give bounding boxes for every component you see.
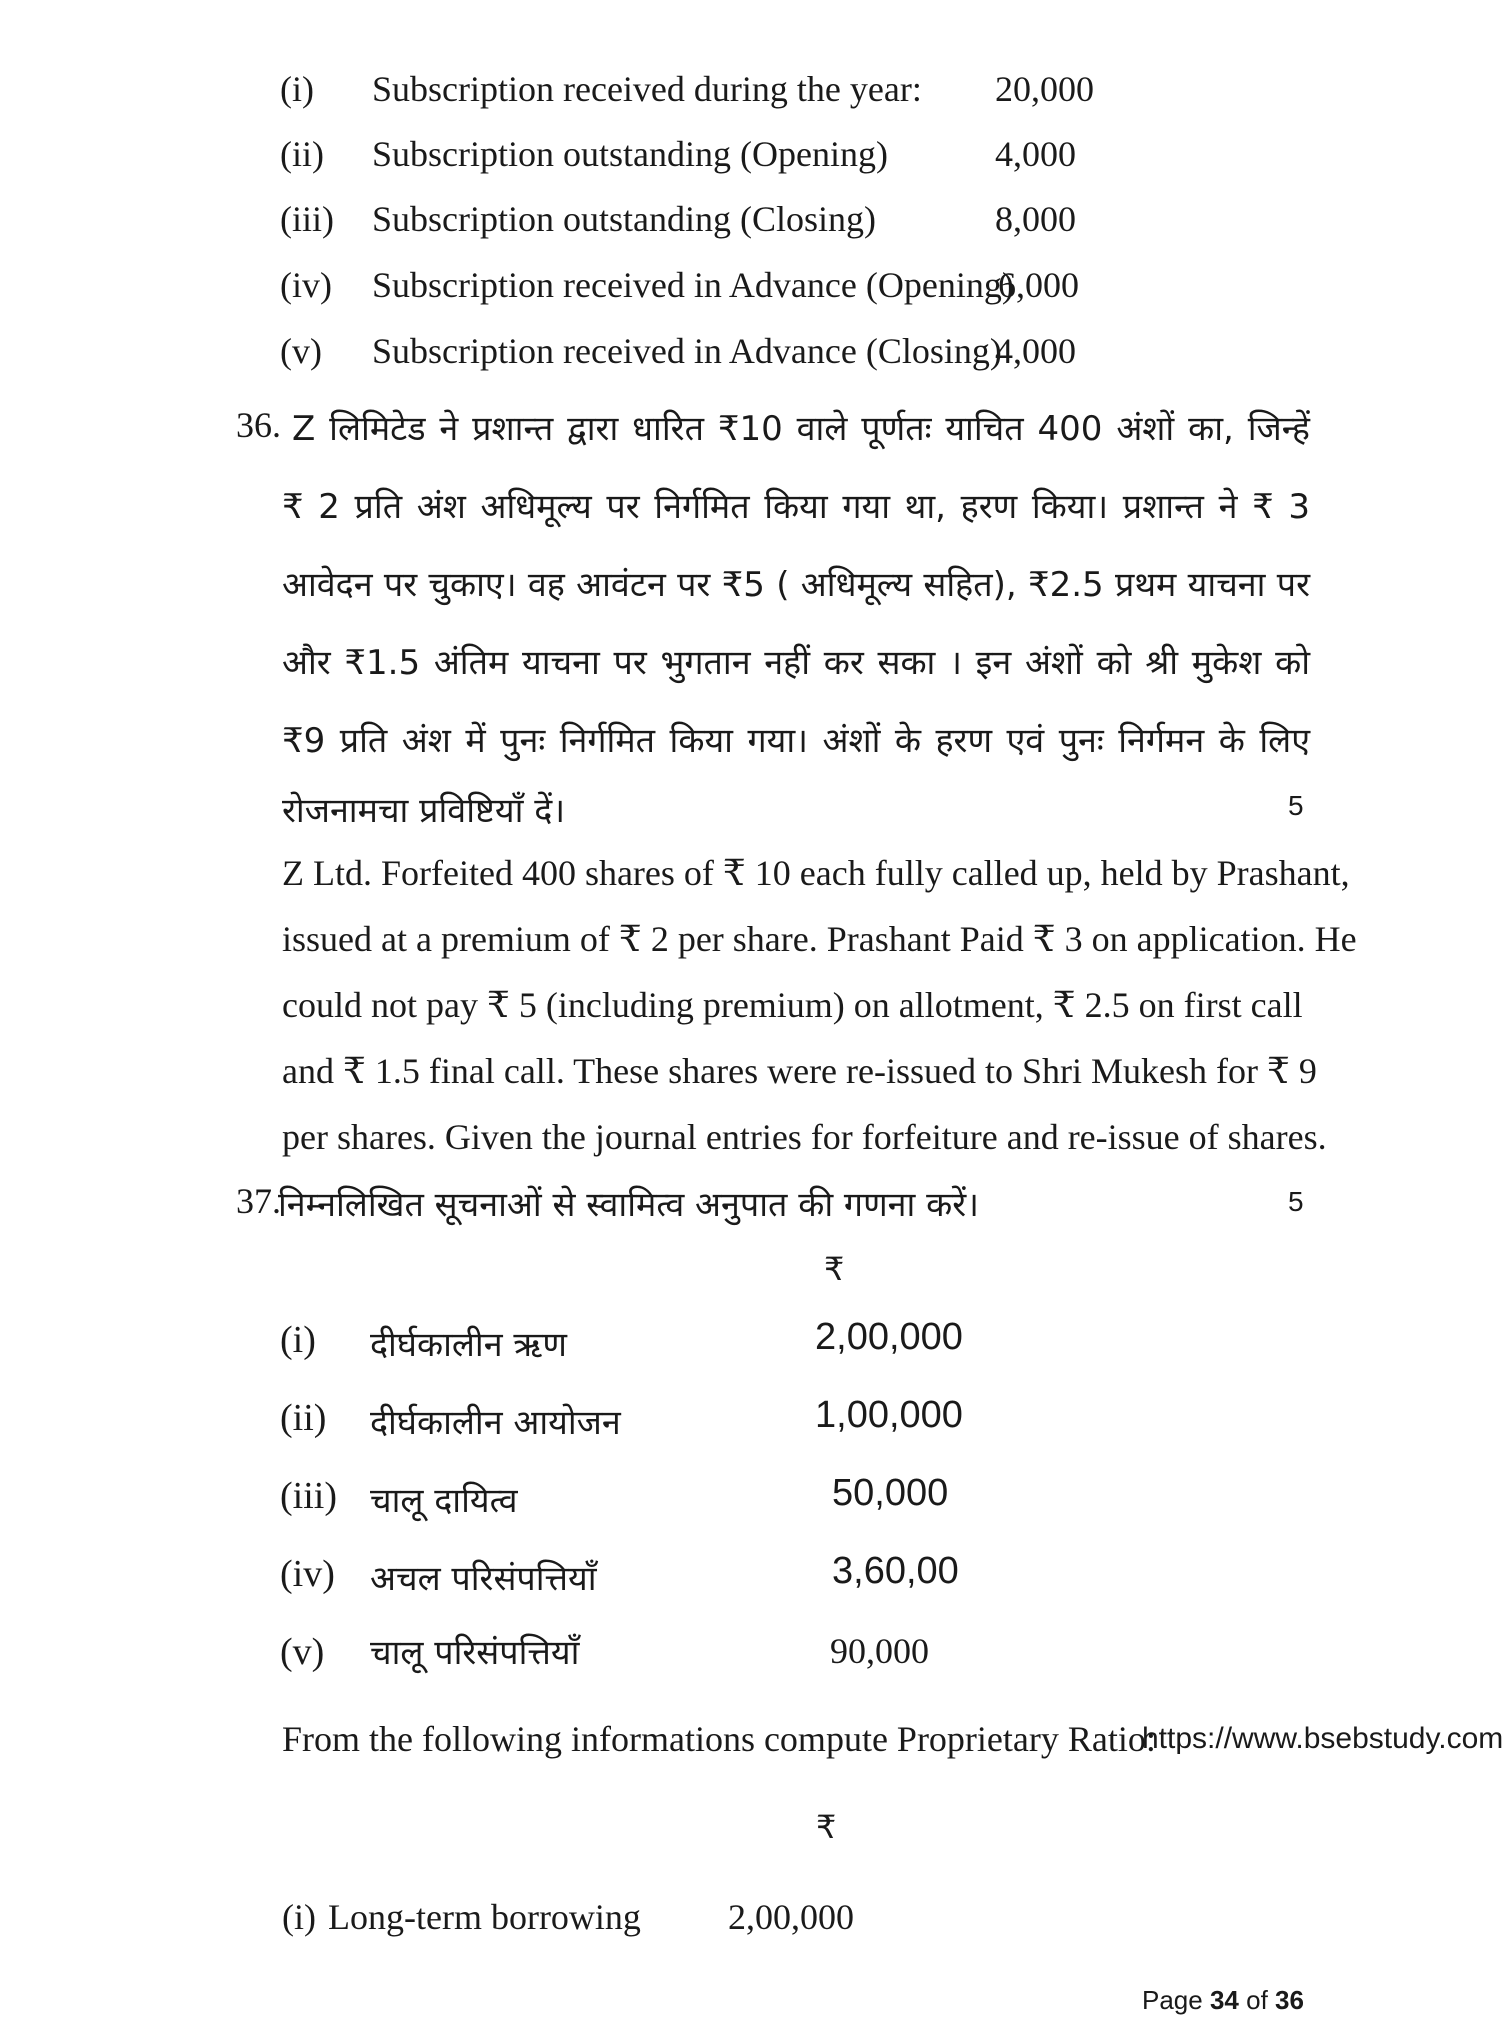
list-label: Subscription received in Advance (Opening) bbox=[372, 265, 1014, 305]
question-title-english: From the following informations compute Proprietary Ratio: bbox=[282, 1719, 1156, 1759]
item-number: (i) bbox=[280, 1319, 316, 1361]
english-text-line: could not pay ₹ 5 (including premium) on allotment, ₹ 2.5 on first call bbox=[282, 985, 1303, 1025]
page-prefix: Page bbox=[1142, 1985, 1203, 2015]
list-number: (ii) bbox=[280, 134, 324, 174]
list-number: (iii) bbox=[280, 199, 334, 239]
item-label-hindi: अचल परिसंपत्तियाँ bbox=[370, 1559, 597, 1599]
item-label-hindi: चालू परिसंपत्तियाँ bbox=[370, 1633, 580, 1673]
list-value: 8,000 bbox=[995, 199, 1076, 239]
item-number: (ii) bbox=[280, 1397, 327, 1439]
question-number: 36. bbox=[236, 405, 281, 445]
list-label: Subscription outstanding (Opening) bbox=[372, 134, 888, 174]
list-label: Subscription received in Advance (Closing) bbox=[372, 331, 1002, 371]
item-number: (iv) bbox=[280, 1553, 335, 1595]
page-indicator bbox=[1142, 1985, 1304, 2016]
hindi-text-line: Z लिमिटेड ने प्रशान्त द्वारा धारित ₹10 वाले पूर्णतः याचित 400 अंशों का, जिन्हें bbox=[292, 409, 1310, 449]
list-number: (i) bbox=[280, 69, 314, 109]
item-label-hindi: दीर्घकालीन ऋण bbox=[370, 1325, 567, 1365]
hindi-text-line: और ₹1.5 अंतिम याचना पर भुगतान नहीं कर सका । इन अंशों को श्री मुकेश को bbox=[282, 643, 1310, 683]
list-label: Subscription outstanding (Closing) bbox=[372, 199, 876, 239]
english-text-line: per shares. Given the journal entries for forfeiture and re-issue of shares. bbox=[282, 1117, 1327, 1157]
rupee-symbol: ₹ bbox=[816, 1809, 837, 1845]
page-current: 34 bbox=[1209, 1985, 1239, 2015]
item-label-hindi: दीर्घकालीन आयोजन bbox=[370, 1403, 621, 1443]
marks: 5 bbox=[1288, 1186, 1304, 1217]
item-value: 3,60,00 bbox=[832, 1550, 959, 1592]
hindi-text-line: रोजनामचा प्रविष्टियाँ दें। bbox=[282, 791, 566, 831]
watermark-url: https://www.bsebstudy.com bbox=[1142, 1722, 1504, 1755]
hindi-text-line: आवेदन पर चुकाए। वह आवंटन पर ₹5 ( अधिमूल्य सहित), ₹2.5 प्रथम याचना पर bbox=[282, 565, 1310, 605]
list-number: (v) bbox=[280, 331, 322, 371]
item-number: (v) bbox=[280, 1631, 325, 1673]
english-text-line: and ₹ 1.5 final call. These shares were re-issued to Shri Mukesh for ₹ 9 bbox=[282, 1051, 1317, 1091]
list-number: (iv) bbox=[280, 265, 332, 305]
question-title-hindi: निम्नलिखित सूचनाओं से स्वामित्व अनुपात की गणना करें। bbox=[278, 1185, 980, 1225]
item-value: 1,00,000 bbox=[815, 1394, 963, 1436]
question-number: 37. bbox=[236, 1181, 281, 1221]
item-number: (iii) bbox=[280, 1475, 337, 1517]
item-value: 2,00,000 bbox=[728, 1897, 854, 1937]
item-value: 90,000 bbox=[830, 1631, 929, 1671]
english-text-line: Z Ltd. Forfeited 400 shares of ₹ 10 each fully called up, held by Prashant, bbox=[282, 853, 1350, 893]
rupee-symbol: ₹ bbox=[824, 1251, 845, 1287]
list-label: Subscription received during the year: bbox=[372, 69, 922, 109]
item-value: 50,000 bbox=[832, 1472, 949, 1514]
hindi-text-line: ₹ 2 प्रति अंश अधिमूल्य पर निर्गमित किया गया था, हरण किया। प्रशान्त ने ₹ 3 bbox=[282, 487, 1310, 527]
list-value: 4,000 bbox=[995, 134, 1076, 174]
page-total: 36 bbox=[1275, 1985, 1304, 2015]
list-value: 4,000 bbox=[995, 331, 1076, 371]
list-value: 6,000 bbox=[998, 265, 1079, 305]
item-label-hindi: चालू दायित्व bbox=[370, 1481, 518, 1521]
item-number: (i) bbox=[282, 1897, 316, 1937]
item-value: 2,00,000 bbox=[815, 1316, 963, 1358]
item-label-english: Long-term borrowing bbox=[328, 1897, 641, 1937]
english-text-line: issued at a premium of ₹ 2 per share. Prashant Paid ₹ 3 on application. He bbox=[282, 919, 1357, 959]
marks: 5 bbox=[1288, 790, 1304, 821]
list-value: 20,000 bbox=[995, 69, 1094, 109]
page-of: of bbox=[1246, 1985, 1268, 2015]
hindi-text-line: ₹9 प्रति अंश में पुनः निर्गमित किया गया। अंशों के हरण एवं पुनः निर्गमन के लिए bbox=[282, 721, 1310, 761]
